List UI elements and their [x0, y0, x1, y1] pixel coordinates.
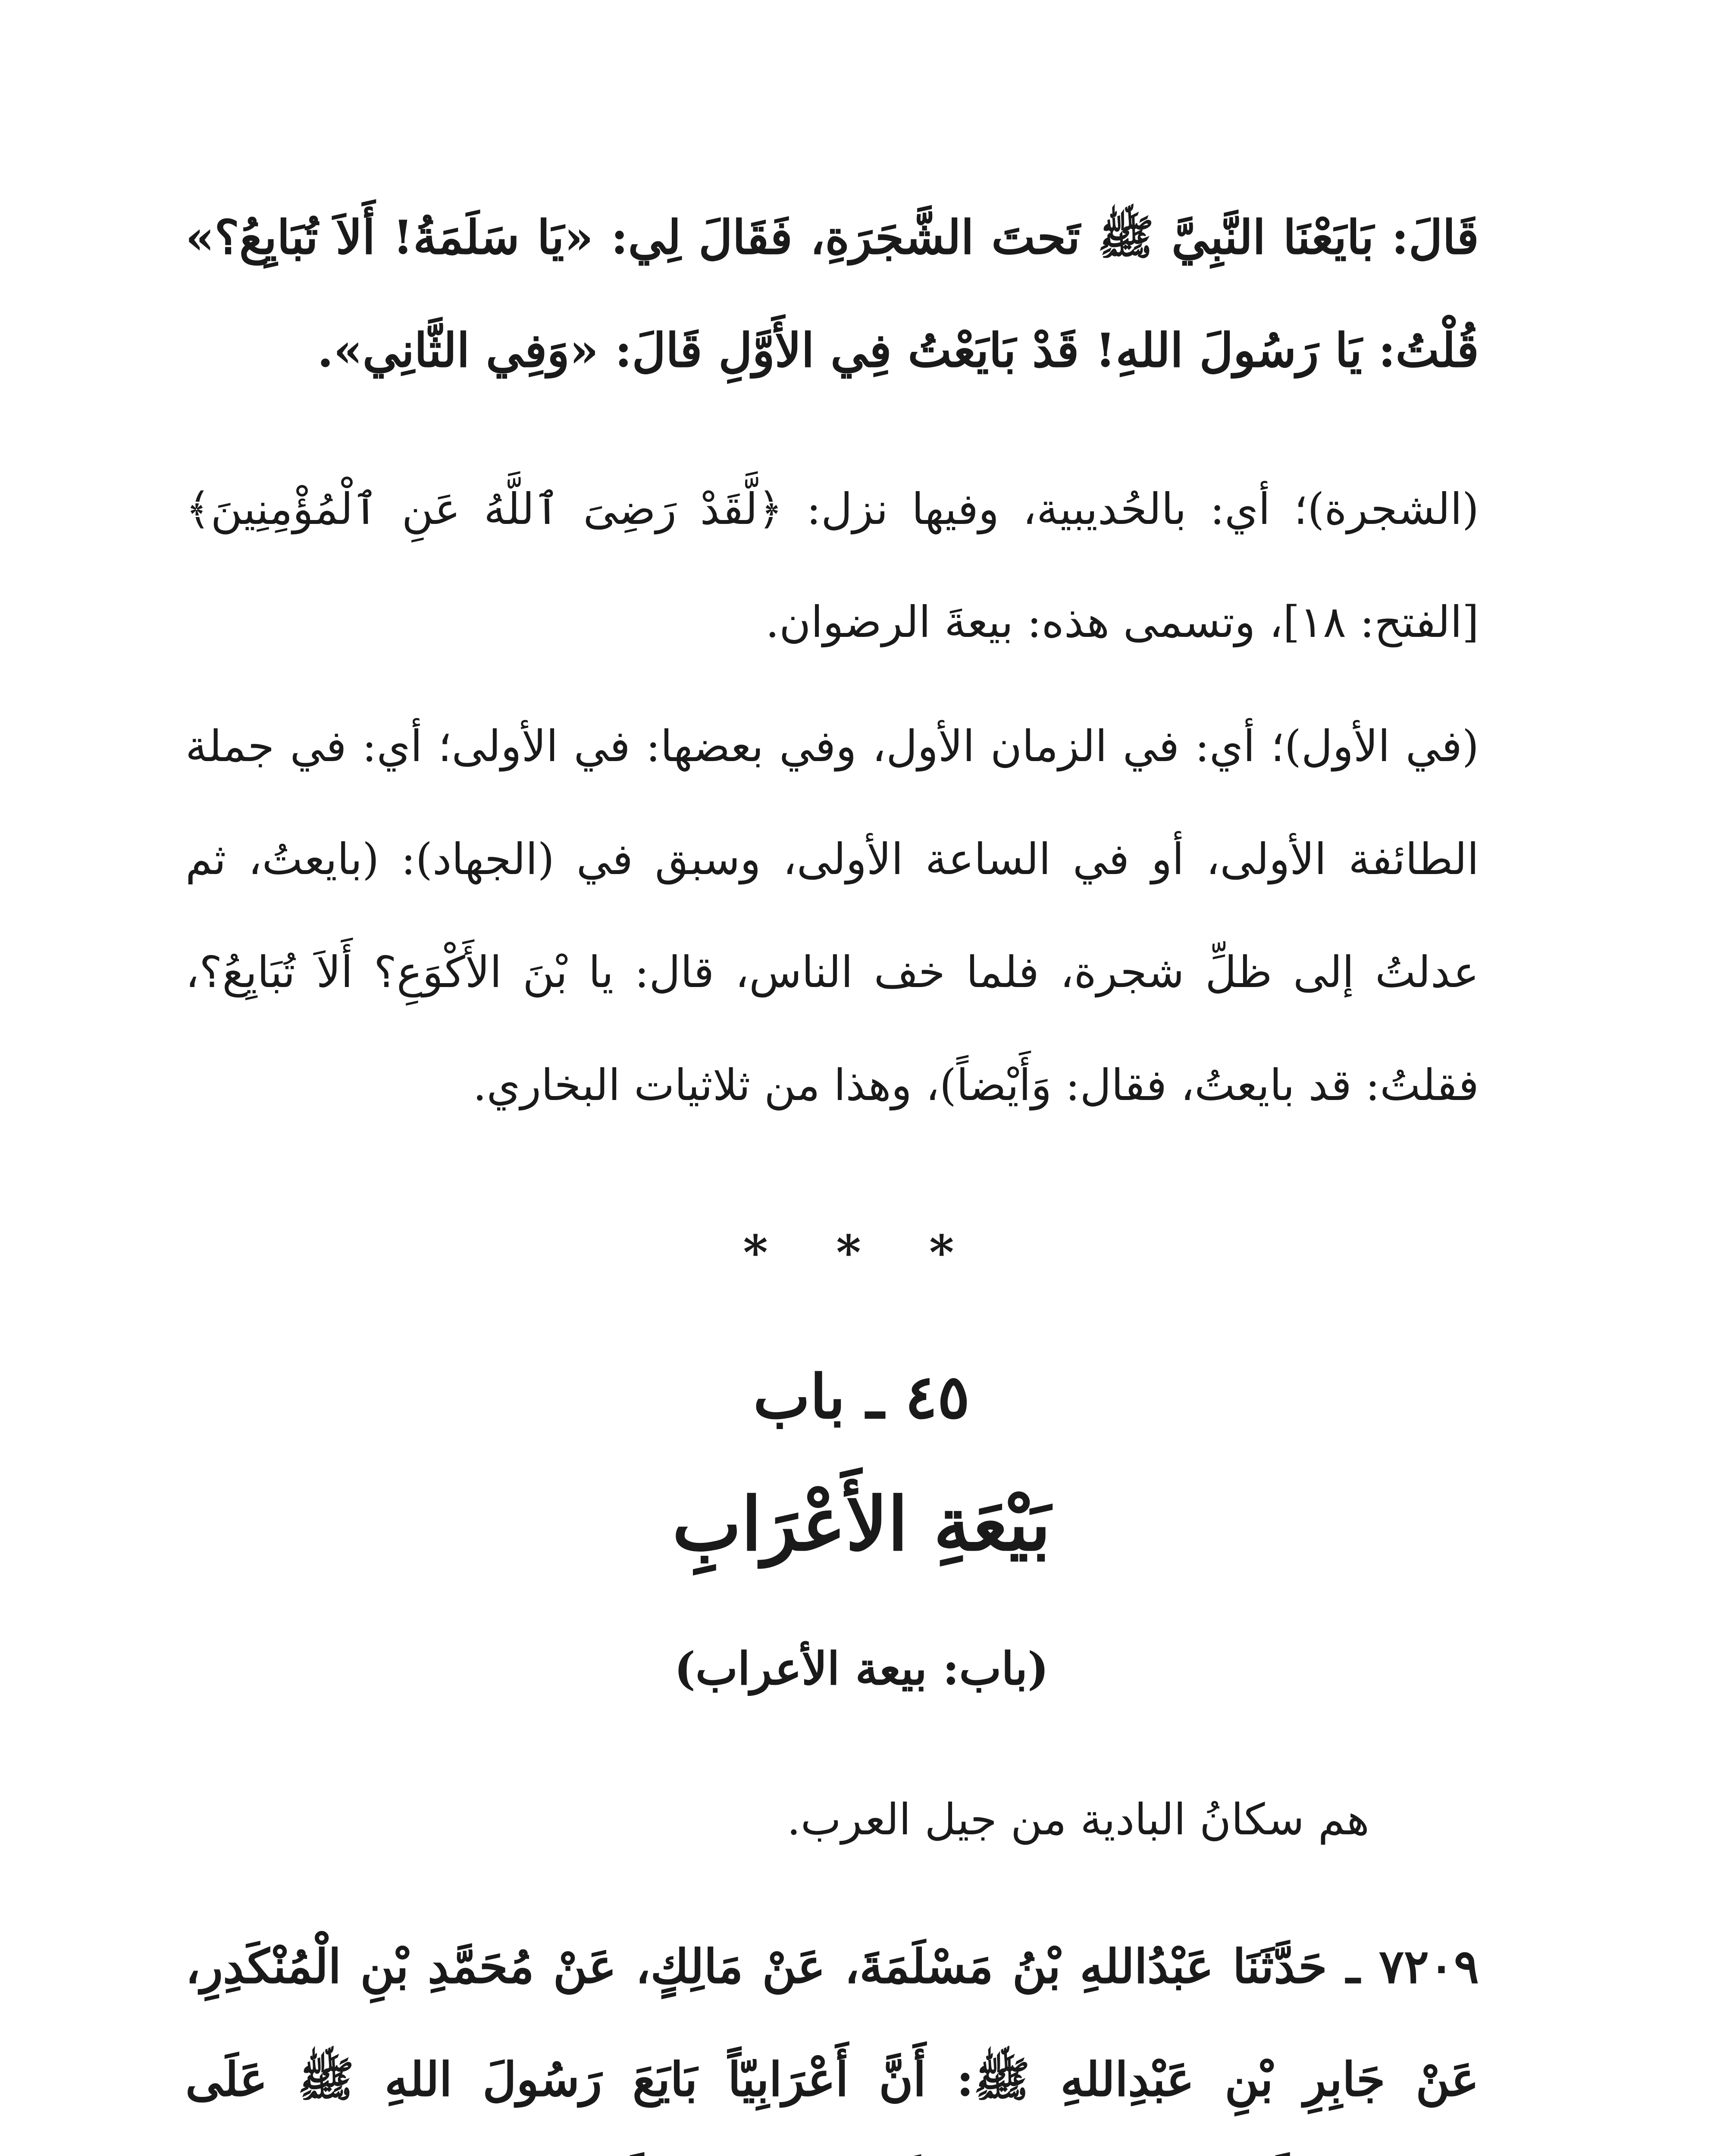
commentary-paragraph: (الشجرة)؛ أي: بالحُديبية، وفيها نزل: ﴿لَّقَدْ رَضِىَ ٱللَّهُ عَنِ ٱلْمُؤْمِنِينَ﴾ [الفتح: ١٨]، وتسمى هذه: بيعةَ الرضوان.: [185, 484, 1479, 647]
hadith-text-top: قَالَ: بَايَعْنَا النَّبِيَّ ﷺ تَحتَ الشَّجَرَةِ، فَقَالَ لِي: «يَا سَلَمَةُ! أَلاَ تُبَايِعُ؟» قُلْتُ: يَا رَسُولَ اللهِ! قَدْ بَايَعْتُ فِي الأَوَّلِ قَالَ: «وَفِي الثَّانِي».: [185, 210, 1479, 378]
hadith-text-bottom: ٧٢٠٩ ـ حَدَّثَنَا عَبْدُاللهِ بْنُ مَسْلَمَةَ، عَنْ مَالِكٍ، عَنْ مُحَمَّدِ بْنِ الْمُنْكَدِرِ، عَنْ جَابِرِ بْنِ عَبْدِاللهِ ﷺ: أَنَّ أَعْرَابِيّاً بَايَعَ رَسُولَ اللهِ ﷺ عَلَى: [185, 1940, 1479, 2107]
commentary-paragraph: (في الأول)؛ أي: في الزمان الأول، وفي بعضها: في الأولى؛ أي: في جملة الطائفة الأولى، أو في الساعة الأولى، وسبق في (الجهاد): (بايعتُ، ثم عدلتُ إلى ظلِّ شجرة، فلما خف الناس، قال: يا بْنَ الأَكْوَعِ؟ أَلاَ تُبَايِعُ؟، فقلتُ: قد بايعتُ، فقال: وَأَيْضاً)، وهذا من ثلاثيات البخاري.: [185, 721, 1479, 1110]
chapter-gloss: هم سكانُ البادية من جيل العرب.: [786, 1794, 1369, 1845]
chapter-title: بَيْعَةِ الأَعْرَابِ: [672, 1481, 1051, 1567]
section-separator: * * *: [743, 1225, 980, 1280]
chapter-number: ٤٥ ـ باب: [753, 1362, 970, 1432]
chapter-subtitle: (باب: بيعة الأعراب): [674, 1642, 1049, 1695]
